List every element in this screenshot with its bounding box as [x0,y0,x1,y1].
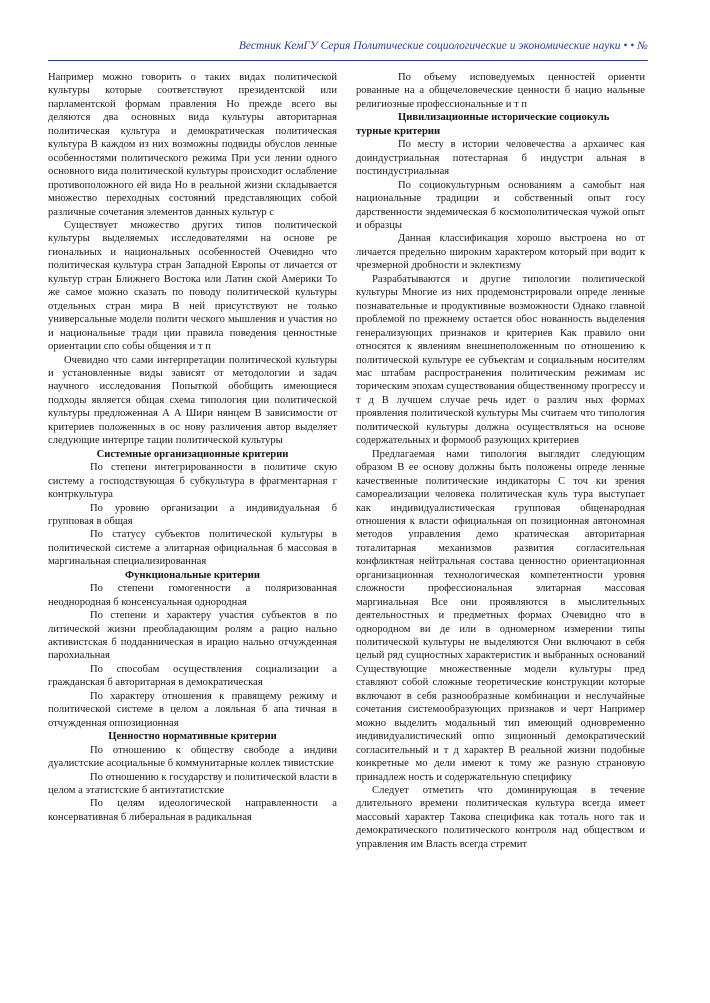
paragraph: По степени и характеру участия субъектов в по литической жизни преобладающим ролям а рацио нально активистская б подданническая в ирацио нально отчужденная парохиальная [48,610,337,662]
running-header: Вестник КемГУ Серия Политические социологические и экономические науки • • № [238,40,648,52]
header-rule [48,60,648,61]
left-column [48,71,337,824]
paragraph: По уровню организации а индивидуальная б групповая в общая [48,502,337,527]
paragraph: По степени интегрированности в политиче скую систему а господствующая б субкультура в фрагментарная г контркультура [48,462,337,501]
paragraph: По степени гомогенности а поляризованная неоднородная б консенсуальная однородная [48,583,337,608]
paragraph: По способам осуществления социализации а гражданская б авторитарная в демократическая [48,663,337,689]
paragraph: Существует множество других типов политической культуры выделяемых исследователями на основе ре гиональных и национальных особенностей Очевидно что политическая культура стран Западной Европы от личается от культур стран Ближнего Востока или Латин ской Америки То же самое можно сказать по поводу политической культуры отдельных стран мира В ней присутствуют не только универсальные модели полити ческого мышления и участия но и национальные тради ции правила поведения ценностные ориентации спо собы общения и т п [48,219,337,353]
paragraph: Разрабатываются и другие типологии политической культуры Многие из них продемонстрировали опреде ленные познавательные и продуктивные возможности Однако главной проблемой по прежнему остается обос нованность выделения генерализующих признаков и критериев Как правило они относятся к явлениям внешнеположенным по отношению к политической культуре ее субъектам и социальным носителям мас штабам распространения политическим режимам ис торическим эпохам существования общественному прогрессу и т д В лучшем случае речь идет о различ ных формах проявления политической культуры Мы считаем что типология политической культуры должна осуществляться на основе содержательных и формооб разующих критериев [356,273,645,447]
paragraph: По характеру отношения к правящему режиму и политической системе в целом а лояльная б апа тичная в отчужденная оппозиционная [48,690,337,729]
paragraph: По отношению к обществу свободе а индиви дуалистские асоциальные б коммунитарные коллек тивистские [48,744,337,770]
right-column [356,71,645,851]
paragraph: Например можно говорить о таких видах политической культуры которые соответствуют президентской или парламентской формам правления Но прежде всего вы деляются два основных вида культуры авторитарная политическая культура и демократическая политическая культура В каждом из них возможны подвиды обуслов ленные особенностями политического режима При уси лении одного основного вида политической культуры происходит ослабление противоположного ей вида Но в реальной жизни складывается множество переходных состояний представляющих собой различные сочетания элементов данных культур с [48,72,337,218]
section-heading: Функциональные критерии [125,569,260,581]
section-heading: Ценностно нормативные критерии [108,731,277,743]
paragraph: Очевидно что сами интерпретации политической культуры и установленные виды зависят от методологии и задач научного исследования Попыткой обобщить имеющиеся подходы является общая схема типология ции политической культуры предложенная А А Шири нянцем В зависимости от критериев положенных в ос нову различения автор выделяет следующие интерпре тации политической культуры [48,354,337,447]
paragraph: Данная классификация хорошо выстроена но от личается предельно широким характером который при водит к чрезмерной дробности и эклектизму [356,233,645,272]
paragraph: По отношению к государству и политической власти в целом а этатистские б антиэтатистские [48,771,337,797]
section-heading: Цивилизационные исторические социокуль турные критерии [356,112,610,137]
paragraph: По целям идеологической направленности а консервативная б либеральная в радикальная [48,798,337,823]
paragraph: Предлагаемая нами типология выглядит следующим образом В ее основу должны быть положены опреде ленные качественные политические индикаторы С точ ки зрения самореализации человека политическая куль тура выступает как индивидуалистическая групповая общенародная отношения к власти официальная оп позиционная автономная методов управления демо кратическая авторитарная тоталитарная механизмов развития согласительная конфликтная нейтральная состава ценностно ориентационная организационная технологическая компетентности уровня сложности профессиональная элитарная массовая маргинальная Все они проявляются в мыслительных деятельностных и предметных формах Очевидно что в однородном ви де или в одномерном измерении типы политической культуры не выделяются Они включают в себя целый ряд сущностных характеристик и выбранных оснований Существующие множественные модели культуры пред ставляют собой сложные теоретические конструкции которые включают в себя разнообразные комбинации и неслучайные сочетания системообразующих признаков и черт Например можно выделить модальный тип имеющий одновременно индивидуалистический оппо зиционный демократический согласительный и т д характер В реальной жизни подобные конкретные мо дели имеют к тому же разную страновую принадлеж ность и содержательную специфику [356,448,645,783]
paragraph: По социокультурным основаниям а самобыт ная национальные традиции и собственный опыт госу дарственности эндемическая б космополитическая чужой опыт и образцы [356,179,645,231]
section-heading: Системные организационные критерии [96,448,289,460]
paragraph: По статусу субъектов политической культуры в политической системе а элитарная официальная б массовая в маргинальная специализированная [48,529,337,568]
paragraph: Следует отметить что доминирующая в течение длительного времени политическая культура всегда имеет массовый характер Такова специфика как тоталь ного так и демократического политического контроля над обществом и управления им Власть всегда стремит [356,785,645,850]
paragraph: По месту в истории человечества а архаичес кая доиндустриальная потестарная б индустри альная в постиндустриальная [356,139,645,178]
paragraph: По объему исповедуемых ценностей ориенти рованные на а общечеловеческие ценности б нацио нальные религиозные профессиональные и т п [356,72,645,110]
